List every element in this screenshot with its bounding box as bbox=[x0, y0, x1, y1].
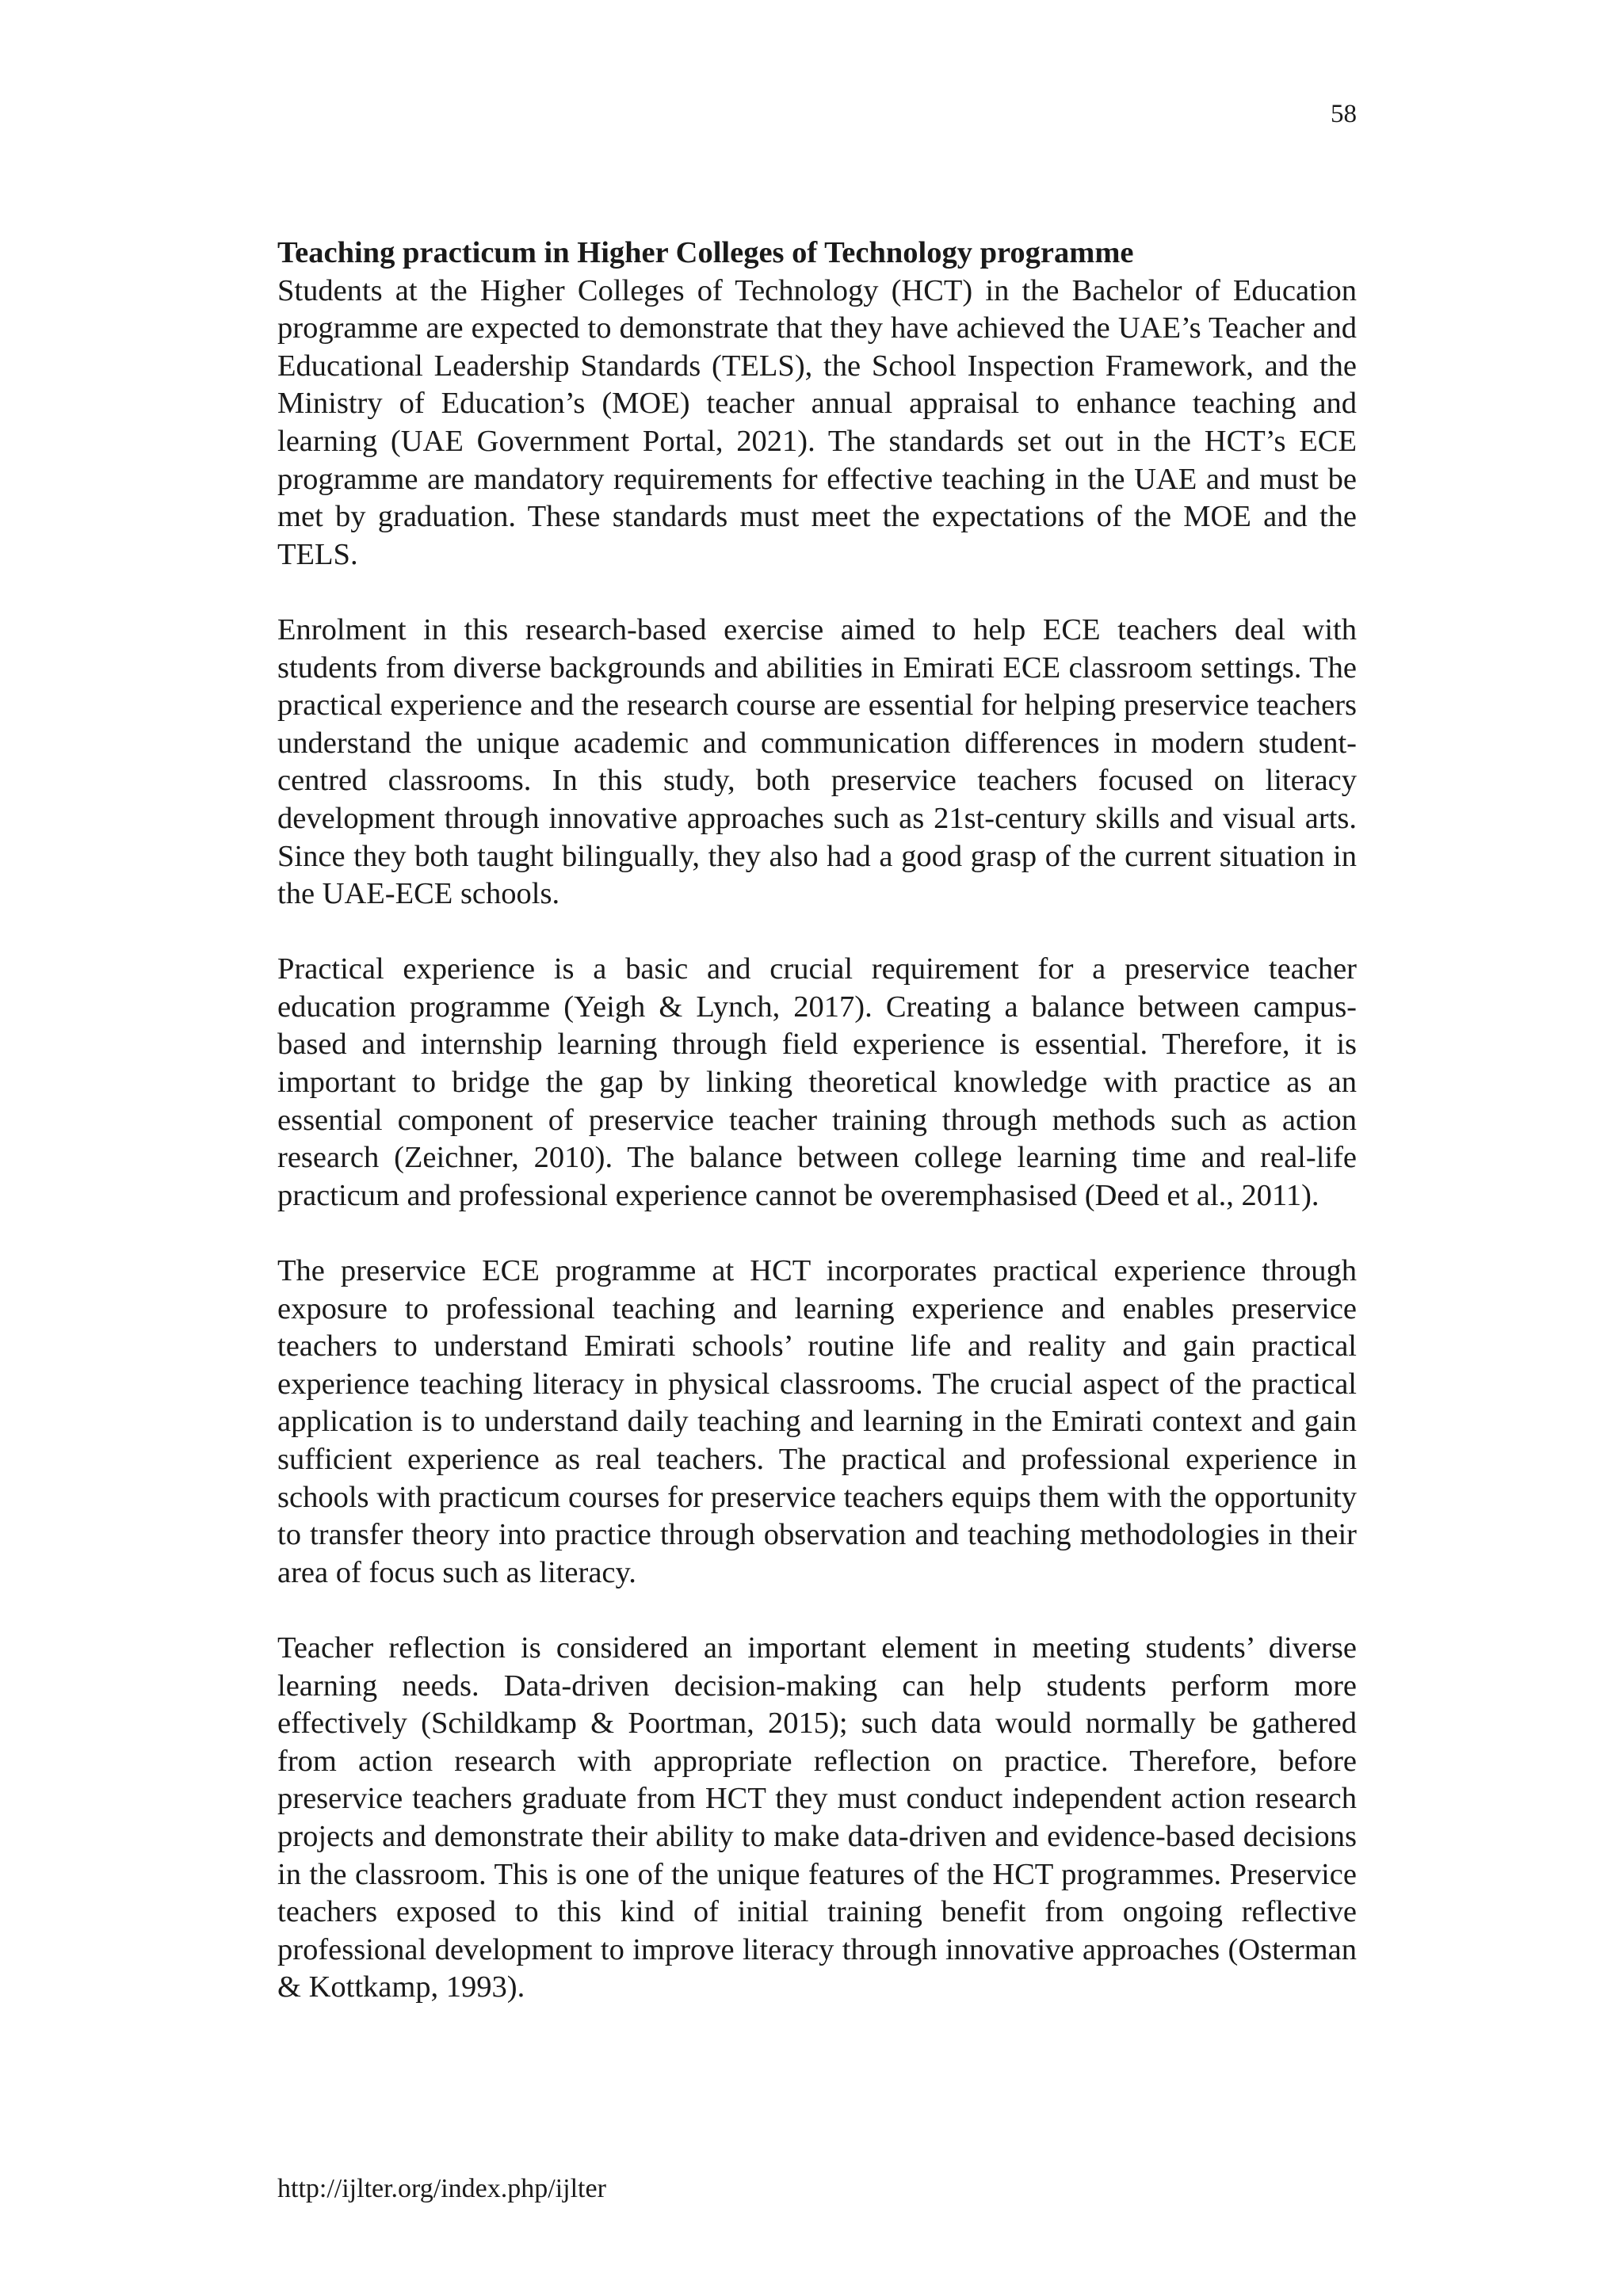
section-heading: Teaching practicum in Higher Colleges of Technology programme bbox=[277, 236, 1134, 269]
paragraph-4: The preservice ECE programme at HCT incorporates practical experience through exposure to professional teaching and learning experience and enables preservice teachers to understand Emirati schools’ routine life and reality and gain practical experience teaching literacy in physical classrooms. The crucial aspect of the practical application is to understand daily teaching and learning in the Emirati context and gain sufficient experience as real teachers. The practical and professional experience in schools with practicum courses for preservice teachers equips them with the opportunity to transfer theory into practice through observation and teaching methodologies in their area of focus such as literacy. bbox=[277, 1254, 1357, 1589]
paragraph-1: Students at the Higher Colleges of Technology (HCT) in the Bachelor of Education programme are expected to demonstrate that they have achieved the UAE’s Teacher and Educational Leadership Standards (TELS), the School Inspection Framework, and the Ministry of Education’s (MOE) teacher annual appraisal to enhance teaching and learning (UAE Government Portal, 2021). The standards set out in the HCT’s ECE programme are mandatory requirements for effective teaching in the UAE and must be met by graduation. These standards must meet the expectations of the MOE and the TELS. bbox=[277, 273, 1357, 571]
page-number: 58 bbox=[1331, 100, 1357, 128]
paragraph-2: Enrolment in this research-based exercise aimed to help ECE teachers deal with students from diverse backgrounds and abilities in Emirati ECE classroom settings. The practical experience and the research course are essential for helping preservice teachers understand the unique academic and communication differences in modern student-centred classrooms. In this study, both preservice teachers focused on literacy development through innovative approaches such as 21st-century skills and visual arts. Since they both taught bilingually, they also had a good grasp of the current situation in the UAE-ECE schools. bbox=[277, 612, 1357, 911]
paragraph-3: Practical experience is a basic and crucial requirement for a preservice teacher education programme (Yeigh & Lynch, 2017). Creating a balance between campus-based and internship learning through field experience is essential. Therefore, it is important to bridge the gap by linking theoretical knowledge with practice as an essential component of preservice teacher training through methods such as action research (Zeichner, 2010). The balance between college learning time and real-life practicum and professional experience cannot be overemphasised (Deed et al., 2011). bbox=[277, 952, 1357, 1212]
article-body bbox=[277, 235, 1357, 2045]
footer-url: http://ijlter.org/index.php/ijlter bbox=[277, 2174, 606, 2203]
paragraph-5: Teacher reflection is considered an important element in meeting students’ diverse learning needs. Data-driven decision-making can help students perform more effectively (Schildkamp & Poortman, 2015); such data would normally be gathered from action research with appropriate reflection on practice. Therefore, before preservice teachers graduate from HCT they must conduct independent action research projects and demonstrate their ability to make data-driven and evidence-based decisions in the classroom. This is one of the unique features of the HCT programmes. Preservice teachers exposed to this kind of initial training benefit from ongoing reflective professional development to improve literacy through innovative approaches (Osterman & Kottkamp, 1993). bbox=[277, 1630, 1357, 2004]
